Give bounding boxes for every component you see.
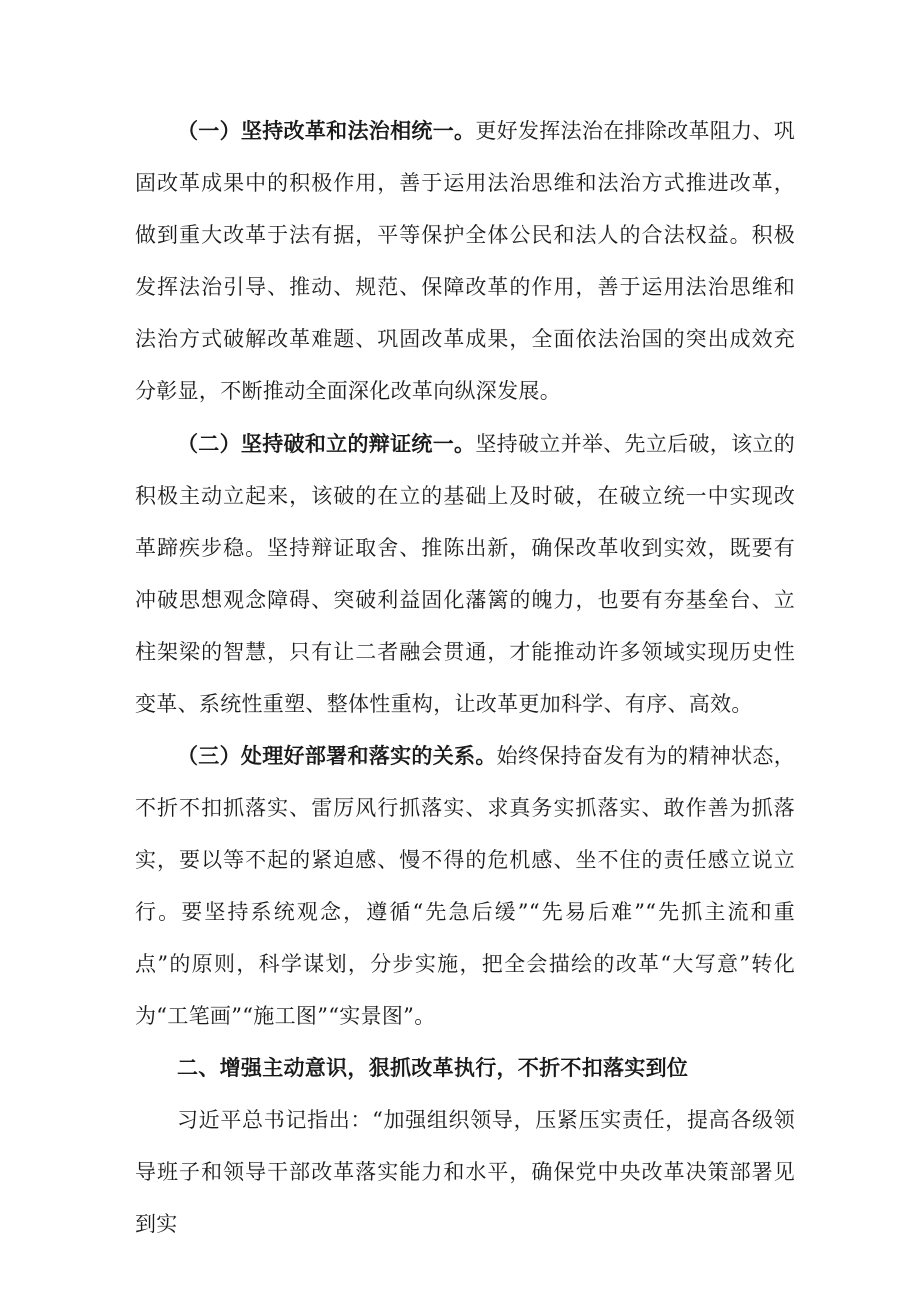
paragraph-body: 始终保持奋发有为的精神状态，不折不扣抓落实、雷厉风行抓落实、求真务实抓落实、敢作善为抓落实，要以等不起的紧迫感、慢不得的危机感、坐不住的责任感立说立行。要坚持系统观念，遵循“先急后缓”“先易后难”“先抓主流和重点”的原则，科学谋划，分步实施，把全会描绘的改革“大写意”转化为“工笔画”“施工图”“实景图”。	[135, 744, 796, 1028]
paragraph-lead: （一）坚持改革和法治相统一。	[177, 118, 476, 143]
paragraph-lead: （二）坚持破和立的辩证统一。	[177, 431, 476, 456]
section-heading: 二、增强主动意识，狠抓改革执行，不折不扣落实到位	[177, 1055, 689, 1080]
paragraph-reform-and-rule-of-law	[135, 105, 795, 417]
paragraph-lead: （三）处理好部署和落实的关系。	[177, 743, 497, 768]
paragraph-deployment-and-implementation	[135, 730, 795, 1042]
paragraph-breaking-and-building	[135, 418, 795, 730]
paragraph-body: 坚持破立并举、先立后破，该立的积极主动立起来，该破的在立的基础上及时破，在破立统一中实现改革蹄疾步稳。坚持辩证取舍、推陈出新，确保改革收到实效，既要有冲破思想观念障碍、突破利益固化藩篱的魄力，也要有夯基垒台、立柱架梁的智慧，只有让二者融会贯通，才能推动许多领域实现历史性变革、系统性重塑、整体性重构，让改革更加科学、有序、高效。	[135, 432, 796, 716]
paragraph-body: 更好发挥法治在排除改革阻力、巩固改革成果中的积极作用，善于运用法治思维和法治方式推进改革，做到重大改革于法有据，平等保护全体公民和法人的合法权益。积极发挥法治引导、推动、规范、保障改革的作用，善于运用法治思维和法治方式破解改革难题、巩固改革成果，全面依法治国的突出成效充分彰显，不断推动全面深化改革向纵深发展。	[135, 119, 796, 403]
closing-paragraph: 习近平总书记指出：“加强组织领导，压紧压实责任，提高各级领导班子和领导干部改革落实能力和水平，确保党中央改革决策部署见到实	[135, 1108, 795, 1236]
